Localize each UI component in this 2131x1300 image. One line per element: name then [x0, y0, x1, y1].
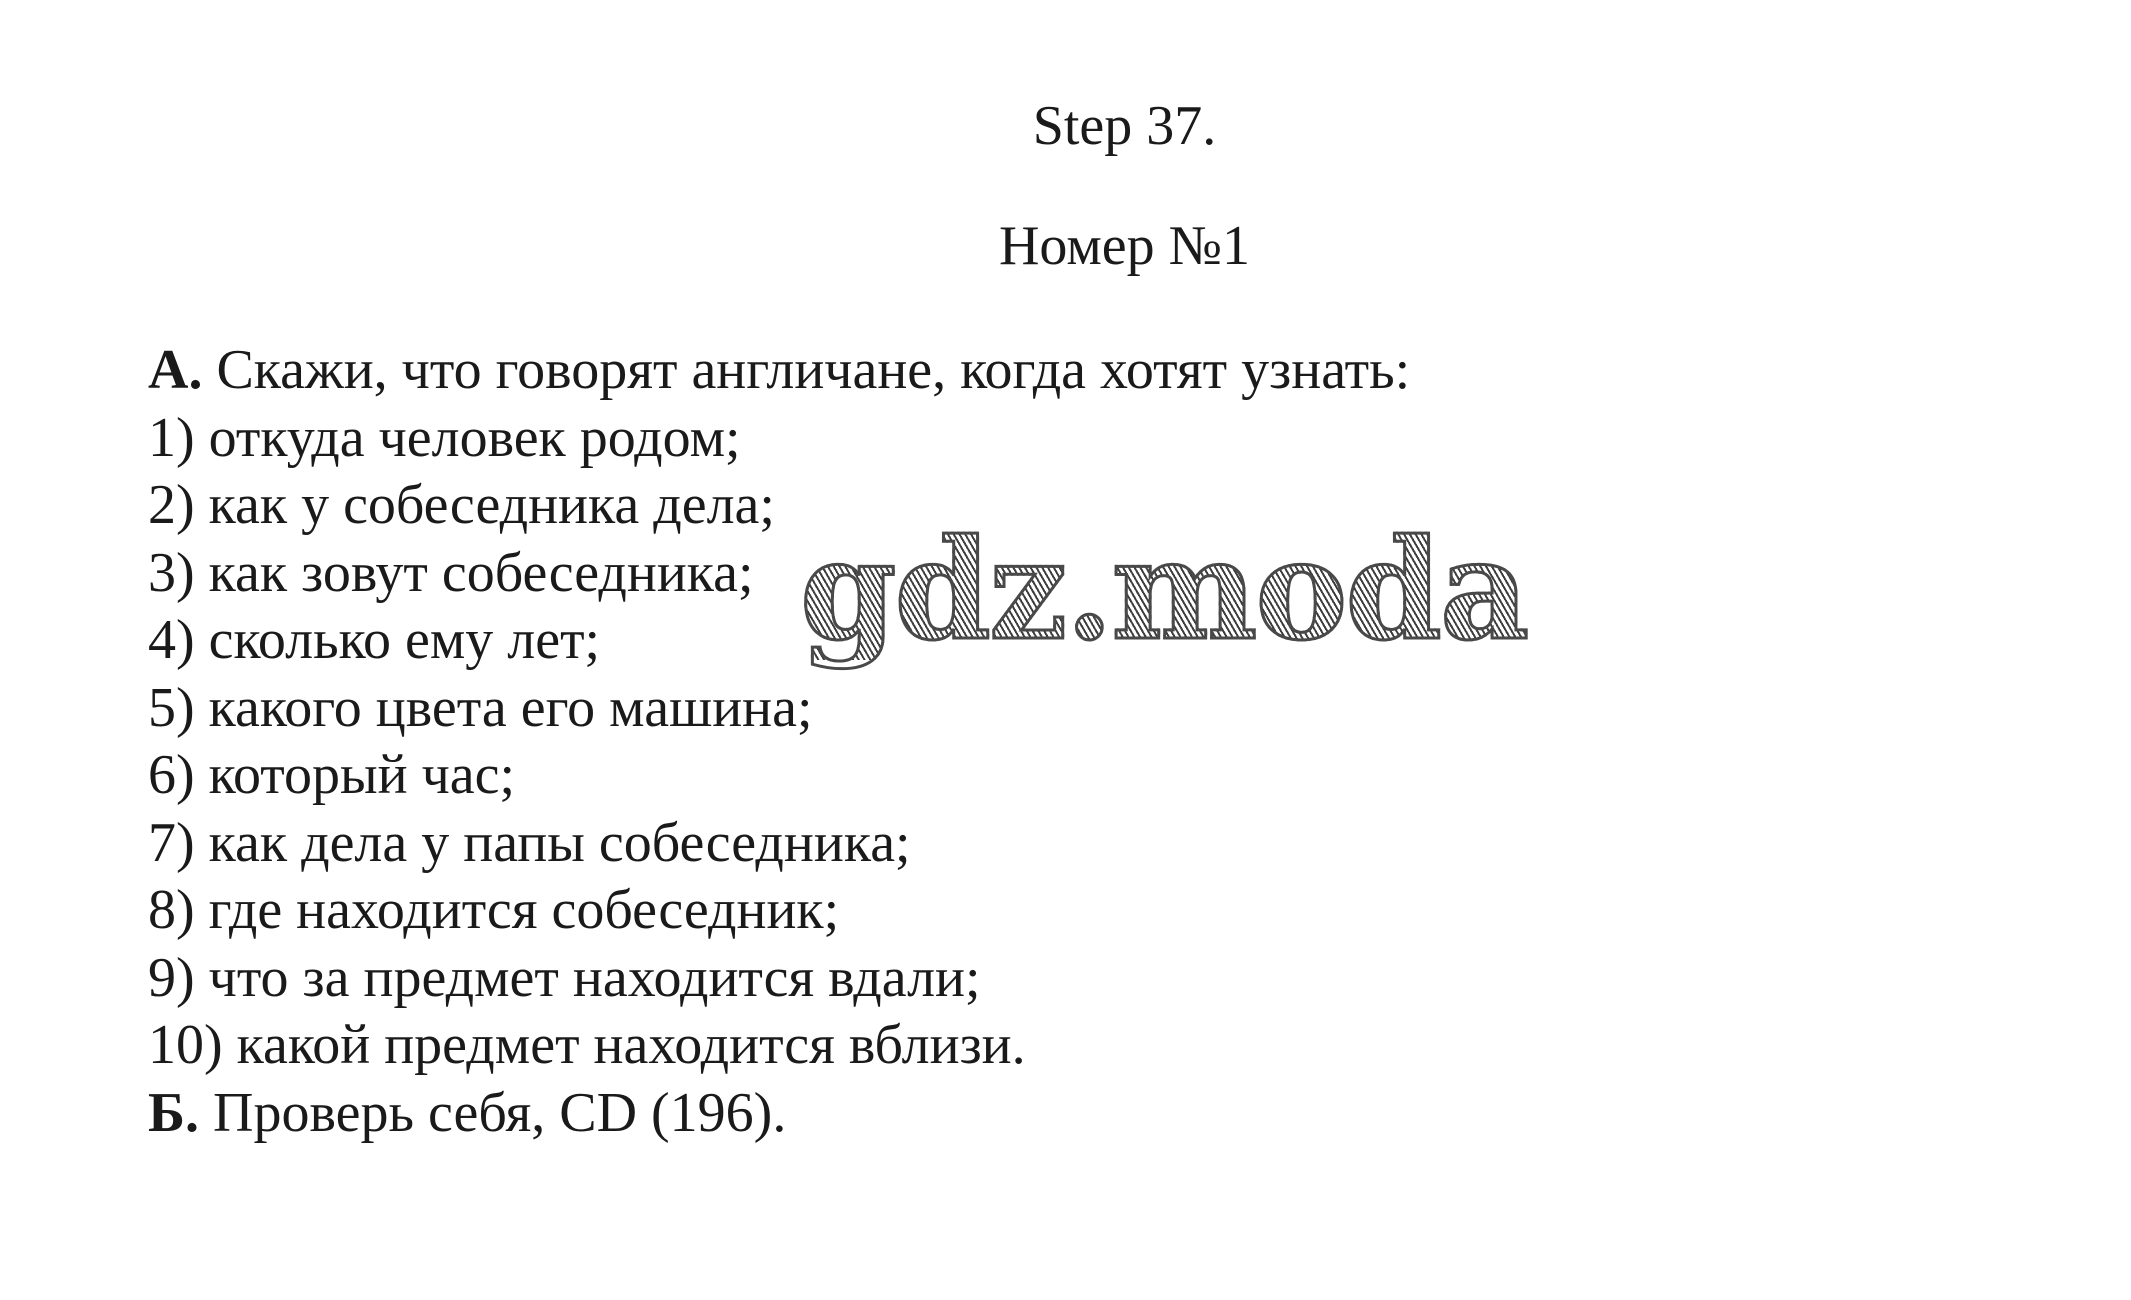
list-item: 1) откуда человек родом;: [148, 406, 741, 469]
list-item: 7) как дела у папы собеседника;: [148, 811, 911, 874]
list-item: 8) где находится собеседник;: [148, 879, 840, 941]
list-item: 6) который час;: [148, 744, 516, 806]
task-b-label: Б.: [148, 1081, 200, 1144]
list-item: 5) какого цвета его машина;: [148, 676, 813, 739]
list-item: 10) какой предмет находится вблизи.: [148, 1014, 1026, 1076]
list-item: 4) сколько ему лет;: [148, 609, 601, 671]
task-a-label: А.: [148, 339, 203, 401]
task-b-line: [148, 1080, 2048, 1148]
watermark-logo: gdz.moda: [800, 508, 1528, 671]
list-item: 3) как зовут собеседника;: [148, 541, 754, 604]
list-item: 2) как у собеседника дела;: [148, 474, 775, 536]
step-title: Step 37.: [1032, 95, 1217, 157]
task-a-heading: [148, 337, 2048, 405]
exercise-body: [148, 337, 2048, 1147]
list-item: 9) что за предмет находится вдали;: [148, 946, 981, 1009]
task-b-text: Проверь себя, CD (196).: [199, 1081, 787, 1144]
task-a-text: Скажи, что говорят англичане, когда хотят узнать:: [202, 339, 1411, 401]
exercise-number-title: Номер №1: [998, 215, 1251, 277]
